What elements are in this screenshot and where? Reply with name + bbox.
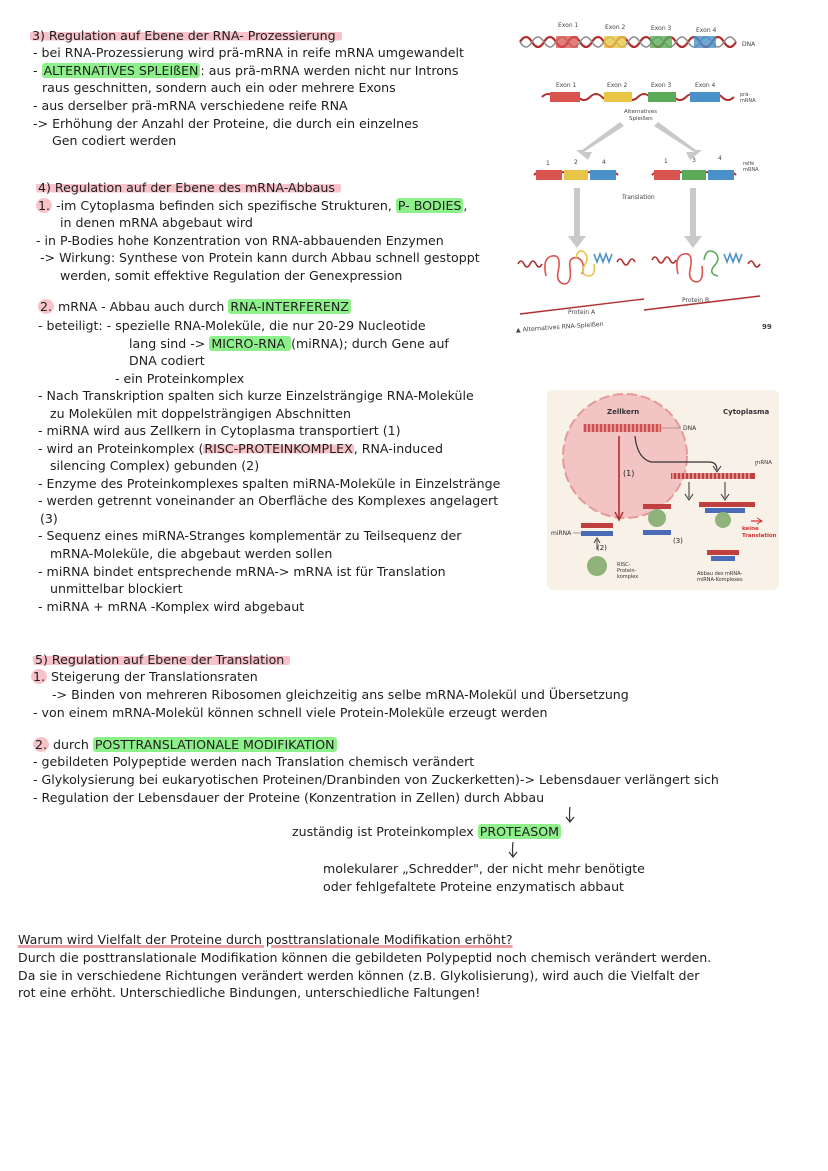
s5-p2-line4: - Regulation der Lebensdauer der Proteine (Konzentration in Zellen) durch Abbau bbox=[33, 790, 545, 805]
risc-complex-middle bbox=[648, 509, 666, 527]
step1-label: (1) bbox=[623, 469, 635, 478]
pre-mrna-label-2: mRNA bbox=[740, 98, 756, 104]
s3-line4: - aus derselber prä-mRNA verschiedene reife RNA bbox=[33, 98, 348, 113]
section4-heading: 4) Regulation auf der Ebene des mRNA-Abbaus bbox=[36, 179, 341, 197]
s3-line3: raus geschnitten, sondern auch ein oder mehrere Exons bbox=[42, 80, 396, 95]
s4-p1-line3: - in P-Bodies hohe Konzentration von RNA-abbauenden Enzymen bbox=[36, 233, 444, 248]
dna-label: DNA bbox=[742, 41, 756, 48]
s4-p2-line17: unmittelbar blockiert bbox=[50, 581, 183, 596]
s4-p1-line1: 1. -im Cytoplasma befinden sich spezifische Strukturen, P- BODIES , bbox=[38, 198, 468, 213]
cyto-mrna bbox=[671, 473, 755, 479]
pre-mrna-label-1: prä- bbox=[740, 92, 751, 98]
figure-rna-interference bbox=[547, 390, 779, 590]
dna-exon1-label: Exon 1 bbox=[558, 22, 579, 29]
page-number: 99 bbox=[762, 323, 772, 331]
down-arrow-icon bbox=[564, 806, 576, 824]
right-num-1: 1 bbox=[664, 158, 668, 165]
figure-alternative-splicing bbox=[512, 14, 782, 344]
zellkern-label: Zellkern bbox=[607, 408, 640, 416]
s5-p2-line5: zuständig ist Proteinkomplex PROTEASOM bbox=[292, 824, 560, 839]
protein-a-label: Protein A bbox=[568, 309, 596, 316]
s3-line5: -> Erhöhung der Anzahl der Proteine, die durch ein einzelnes bbox=[33, 116, 419, 131]
s4-p2-line6: - Nach Transkription spalten sich kurze Einzelsträngige RNA-Moleküle bbox=[38, 388, 474, 403]
abbau-label-2: miRNA-Komplexes bbox=[697, 577, 743, 583]
s4-p2-line13: (3) bbox=[40, 511, 58, 526]
keyword-alternatives-spleissen: ALTERNATIVES SPLEIßEN bbox=[43, 63, 199, 78]
mature-mrna-right bbox=[652, 170, 736, 180]
dna-strand bbox=[520, 36, 736, 48]
left-num-2: 2 bbox=[574, 159, 578, 166]
dna-exon4-label: Exon 4 bbox=[696, 27, 717, 34]
s4-p1-line5: werden, somit effektive Regulation der Genexpression bbox=[60, 268, 403, 283]
abbau-label-1: Abbau des mRNA- bbox=[697, 571, 743, 577]
pre-mrna-strand bbox=[542, 92, 734, 102]
left-num-1: 1 bbox=[546, 160, 550, 167]
mature-mrna-left bbox=[534, 170, 618, 180]
s5-p1-line1: 1. Steigerung der Translationsraten bbox=[33, 669, 258, 684]
pre-exon3-label: Exon 3 bbox=[651, 82, 672, 89]
dna-exon2-label: Exon 2 bbox=[605, 24, 626, 31]
risc-label-1: RISC- bbox=[617, 562, 631, 568]
section3-heading: 3) Regulation auf Ebene der RNA- Prozessierung bbox=[30, 27, 342, 45]
reife-mrna-label-1: reife bbox=[743, 161, 755, 167]
s4-p2-line12: - werden getrennt voneinander an Oberfläche des Komplexes angelagert bbox=[38, 493, 499, 508]
s4-p2-line7: zu Molekülen mit doppelsträngigen Abschnitten bbox=[50, 406, 351, 421]
dna-label: DNA bbox=[683, 425, 697, 432]
dna-exon3-label: Exon 3 bbox=[651, 25, 672, 32]
reife-mrna-label-2: mRNA bbox=[743, 167, 759, 173]
s3-line6: Gen codiert werden bbox=[52, 133, 177, 148]
protein-b-label: Protein B bbox=[682, 297, 710, 304]
s3-line2: - ALTERNATIVES SPLEIßEN : aus prä-mRNA werden nicht nur Introns bbox=[33, 63, 459, 78]
alt-splicing-label-1: Alternatives bbox=[624, 109, 658, 115]
protein-chains bbox=[518, 251, 760, 284]
keine-label-2: Translation bbox=[742, 533, 777, 539]
translation-arrow-right bbox=[684, 188, 702, 248]
s4-p2-line4: DNA codiert bbox=[129, 353, 205, 368]
right-num-3: 3 bbox=[692, 157, 696, 164]
s4-p2-line9: - wird an Proteinkomplex (RISC-PROTEINKOMPLEX, RNA-induced bbox=[38, 441, 443, 456]
s4-p2-line11: - Enzyme des Proteinkomplexes spalten miRNA-Moleküle in Einzelstränge bbox=[38, 476, 501, 491]
cytoplasma-label: Cytoplasma bbox=[723, 408, 770, 416]
step2-label: (2) bbox=[597, 544, 607, 552]
s4-p2-line8: - miRNA wird aus Zellkern in Cytoplasma transportiert (1) bbox=[38, 423, 401, 438]
question-heading: Warum wird Vielfalt der Proteine durch posttranslationale Modifikation erhöht? bbox=[18, 932, 513, 947]
keyword-posttranslationale-modifikation: POSTTRANSLATIONALE MODIFIKATION bbox=[94, 737, 335, 752]
risc-label-2: Protein- bbox=[617, 568, 637, 574]
s4-p2-line14: - Sequenz eines miRNA-Stranges komplementär zu Teilsequenz der bbox=[38, 528, 462, 543]
s4-p2-line10: silencing Complex) gebunden (2) bbox=[50, 458, 260, 473]
s5-p2-line6: molekularer „Schredder", der nicht mehr benötigte bbox=[323, 861, 645, 876]
keyword-rna-interferenz: RNA-INTERFERENZ bbox=[230, 299, 349, 314]
answer-line1: Durch die posttranslationale Modifikation können die gebildeten Polypeptid noch chemisch verändert werden. bbox=[18, 950, 712, 965]
mrna-label: mRNA bbox=[755, 460, 773, 466]
answer-line2: Da sie in verschiedene Richtungen verändert werden können (z.B. Glykolisierung), wird auch die Vielfalt der bbox=[18, 968, 700, 983]
s5-p2-line1: 2. durch POSTTRANSLATIONALE MODIFIKATION bbox=[35, 737, 335, 752]
left-num-4: 4 bbox=[602, 159, 606, 166]
s4-p1-line2: in denen mRNA abgebaut wird bbox=[60, 215, 253, 230]
s5-p1-line3: - von einem mRNA-Molekül können schnell viele Protein-Moleküle erzeugt werden bbox=[33, 705, 548, 720]
down-arrow-icon bbox=[507, 841, 519, 859]
s5-p1-line2: -> Binden von mehreren Ribosomen gleichzeitig ans selbe mRNA-Molekül und Übersetzung bbox=[52, 687, 629, 702]
keine-label-1: keine bbox=[742, 526, 759, 532]
s4-p1-line4: -> Wirkung: Synthese von Protein kann durch Abbau schnell gestoppt bbox=[40, 250, 480, 265]
translation-arrow-left bbox=[568, 188, 586, 248]
s4-p2-line2: - beteiligt: - spezielle RNA-Moleküle, die nur 20-29 Nucleotide bbox=[38, 318, 426, 333]
mirna-label: miRNA bbox=[551, 530, 572, 537]
s4-p2-line3: lang sind -> MICRO-RNA (miRNA); durch Gene auf bbox=[129, 336, 449, 351]
s4-p2-line5: - ein Proteinkomplex bbox=[115, 371, 245, 386]
figure1-caption: ▲ Alternatives RNA-Spleißen bbox=[515, 320, 604, 334]
pre-exon1-label: Exon 1 bbox=[556, 82, 577, 89]
pre-exon4-label: Exon 4 bbox=[695, 82, 716, 89]
s4-p2-line1: 2. mRNA - Abbau auch durch RNA-INTERFERENZ bbox=[40, 299, 349, 314]
s4-p2-line16: - miRNA bindet entsprechende mRNA-> mRNA ist für Translation bbox=[38, 564, 446, 579]
triangle-icon: ▲ bbox=[515, 326, 523, 334]
s4-p2-line18: - miRNA + mRNA -Komplex wird abgebaut bbox=[38, 599, 305, 614]
section5-heading: 5) Regulation auf Ebene der Translation bbox=[33, 651, 290, 669]
s5-p2-line3: - Glykolysierung bei eukaryotischen Proteinen/Dranbinden von Zuckerketten)-> Lebensdauer verlängert sich bbox=[33, 772, 719, 787]
s5-p2-line2: - gebildeten Polypeptide werden nach Translation chemisch verändert bbox=[33, 754, 475, 769]
keyword-risc-proteinkomplex: RISC-PROTEINKOMPLEX bbox=[204, 441, 353, 456]
s3-line1: - bei RNA-Prozessierung wird prä-mRNA in reife mRNA umgewandelt bbox=[33, 45, 464, 60]
answer-line3: rot eine erhöht. Unterschiedliche Bindungen, unterschiedliche Faltungen! bbox=[18, 985, 481, 1000]
translation-label: Translation bbox=[622, 194, 655, 201]
pre-exon2-label: Exon 2 bbox=[607, 82, 628, 89]
nucleus-dna bbox=[583, 424, 661, 432]
risc-complex bbox=[587, 556, 607, 576]
s4-p2-line15: mRNA-Moleküle, die abgebaut werden sollen bbox=[50, 546, 333, 561]
alt-splicing-label-2: Spleißen bbox=[629, 116, 653, 122]
keyword-micro-rna: MICRO-RNA bbox=[211, 336, 290, 351]
risc-label-3: komplex bbox=[617, 574, 639, 580]
right-num-4: 4 bbox=[718, 155, 722, 162]
split-arrow-right bbox=[654, 122, 702, 160]
s5-p2-line7: oder fehlgefaltete Proteine enzymatisch abbaut bbox=[323, 879, 624, 894]
step3-label: (3) bbox=[673, 537, 683, 545]
split-arrow-left bbox=[576, 122, 624, 160]
keyword-proteasom: PROTEASOM bbox=[479, 824, 560, 839]
keyword-p-bodies: P- BODIES bbox=[397, 198, 462, 213]
